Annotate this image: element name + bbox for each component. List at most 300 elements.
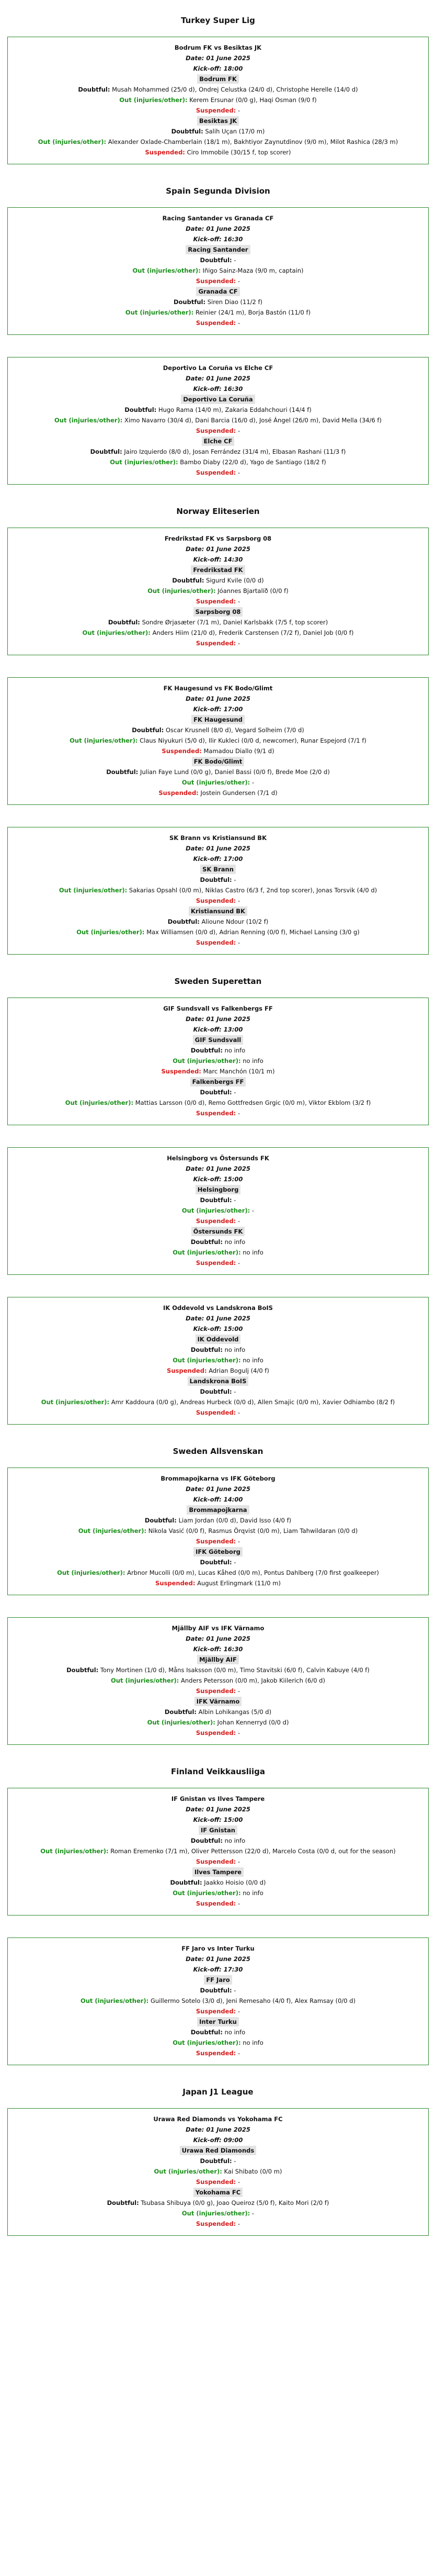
team-name: Falkenbergs FF: [190, 1077, 246, 1087]
doubtful-row: [11, 1045, 425, 1056]
suspended-row: [11, 105, 425, 116]
team-header-row: [11, 394, 425, 405]
doubtful-players: Hugo Rama (14/0 m), Zakaria Eddahchouri (14/4 f): [158, 406, 312, 413]
out-label: Out (injuries/other):: [41, 1398, 110, 1406]
doubtful-row: [11, 1345, 425, 1355]
doubtful-row: [11, 1195, 425, 1205]
match-card: [7, 2108, 429, 2236]
out-label: Out (injuries/other):: [78, 1527, 147, 1535]
out-players: -: [251, 1207, 255, 1214]
out-label: Out (injuries/other):: [173, 1889, 241, 1897]
team-header-row: [11, 436, 425, 446]
match-date: Date: 01 June 2025: [186, 1485, 250, 1493]
out-players: Anders Petersson (0/0 m), Jakob Kiilerich (6/0 d): [181, 1677, 325, 1684]
team-name: Brommapojkarna: [187, 1505, 249, 1515]
out-players: Bambo Diaby (22/0 d), Yago de Santiago (18/2 f): [180, 458, 326, 466]
match-title: GIF Sundsvall vs Falkenbergs FF: [163, 1005, 273, 1012]
team-header-row: [11, 1376, 425, 1386]
team-header-row: [11, 244, 425, 255]
match-title: FF Jaro vs Inter Turku: [181, 1945, 255, 1952]
match-card: [7, 1937, 429, 2065]
match-card: [7, 998, 429, 1125]
doubtful-label: Doubtful:: [170, 1879, 202, 1886]
suspended-row: [11, 1578, 425, 1588]
doubtful-label: Doubtful:: [190, 1238, 223, 1246]
suspended-players: -: [237, 427, 240, 434]
out-row: [11, 1056, 425, 1066]
team-header-row: [11, 1654, 425, 1665]
match-kickoff: Kick-off: 18:00: [193, 65, 243, 72]
doubtful-players: no info: [224, 1837, 246, 1844]
team-name: Urawa Red Diamonds: [180, 2146, 256, 2155]
league-section: [0, 507, 436, 955]
team-name: SK Brann: [200, 865, 236, 874]
doubtful-row: [11, 1237, 425, 1247]
doubtful-label: Doubtful:: [173, 298, 206, 306]
doubtful-players: Tsubasa Shibuya (0/0 g), Joao Queiroz (5/0 f), Kaito Mori (2/0 f): [141, 2199, 329, 2207]
team-header-row: [11, 1226, 425, 1237]
team-name: Bodrum FK: [197, 74, 239, 84]
out-players: Jóannes Bjartalíð (0/0 f): [217, 587, 289, 595]
doubtful-row: [11, 1386, 425, 1397]
suspended-row: [11, 638, 425, 648]
suspended-row: [11, 276, 425, 286]
suspended-label: Suspended:: [167, 1367, 207, 1374]
doubtful-players: Siren Diao (11/2 f): [207, 298, 263, 306]
doubtful-label: Doubtful:: [190, 1047, 223, 1054]
out-row: [11, 2208, 425, 2219]
suspended-players: Jostein Gundersen (7/1 d): [200, 789, 278, 797]
doubtful-row: [11, 255, 425, 265]
out-row: [11, 1397, 425, 1407]
league-section: [0, 186, 436, 485]
suspended-label: Suspended:: [196, 2178, 236, 2186]
out-players: no info: [243, 1889, 263, 1897]
team-name: Elche CF: [202, 436, 235, 446]
doubtful-label: Doubtful:: [200, 1987, 232, 1994]
team-name: Besiktas JK: [197, 116, 239, 126]
suspended-row: [11, 1365, 425, 1376]
doubtful-players: Oscar Krusnell (8/0 d), Vegard Solheim (7/0 d): [165, 726, 304, 734]
team-name: FF Jaro: [204, 1975, 232, 1985]
out-row: [11, 1888, 425, 1898]
team-name: GIF Sundsvall: [193, 1035, 243, 1045]
out-players: Anders Hiim (21/0 d), Frederik Carstensen (7/2 f), Daniel Job (0/0 f): [152, 629, 354, 636]
team-name: Sarpsborg 08: [193, 607, 243, 617]
doubtful-row: [11, 1557, 425, 1567]
team-header-row: [11, 286, 425, 297]
doubtful-players: -: [234, 1987, 236, 1994]
doubtful-players: -: [234, 1196, 236, 1204]
suspended-players: -: [237, 277, 240, 285]
league-section: [0, 16, 436, 164]
out-players: Roman Eremenko (7/1 m), Oliver Pettersson (22/0 d), Marcelo Costa (0/0 d, out for the season): [110, 1847, 396, 1855]
doubtful-row: [11, 1877, 425, 1888]
match-date: Date: 01 June 2025: [186, 1955, 250, 1963]
out-row: [11, 457, 425, 467]
out-players: Ximo Navarro (30/4 d), Dani Barcia (16/0 d), José Ángel (26/0 m), David Mella (34/6 f): [124, 417, 382, 424]
out-row: [11, 415, 425, 425]
out-row: [11, 95, 425, 105]
doubtful-row: [11, 1087, 425, 1097]
match-title: Helsingborg vs Östersunds FK: [167, 1155, 269, 1162]
doubtful-label: Doubtful:: [190, 2029, 223, 2036]
match-kickoff: Kick-off: 15:00: [193, 1816, 243, 1823]
doubtful-label: Doubtful:: [200, 1559, 232, 1566]
doubtful-row: [11, 1835, 425, 1846]
team-name: Mjällby AIF: [197, 1655, 239, 1664]
suspended-players: -: [237, 1858, 240, 1865]
doubtful-players: Salih Uçan (17/0 m): [205, 128, 265, 135]
out-label: Out (injuries/other):: [59, 887, 128, 894]
suspended-label: Suspended:: [196, 1729, 236, 1737]
suspended-row: [11, 318, 425, 328]
doubtful-label: Doubtful:: [108, 619, 140, 626]
league-title: Japan J1 League: [182, 2087, 254, 2097]
match-title: SK Brann vs Kristiansund BK: [169, 834, 267, 842]
match-date: Date: 01 June 2025: [186, 1165, 250, 1172]
doubtful-row: [11, 405, 425, 415]
out-players: Kai Shibato (0/0 m): [224, 2168, 282, 2175]
match-card: [7, 1297, 429, 1425]
doubtful-label: Doubtful:: [167, 918, 200, 925]
match-kickoff: Kick-off: 17:00: [193, 705, 243, 713]
match-date: Date: 01 June 2025: [186, 54, 250, 62]
doubtful-row: [11, 875, 425, 885]
suspended-players: -: [237, 2049, 240, 2057]
team-name: Granada CF: [196, 287, 239, 296]
out-row: [11, 307, 425, 318]
suspended-label: Suspended:: [196, 319, 236, 327]
match-date: Date: 01 June 2025: [186, 1806, 250, 1813]
suspended-row: [11, 1686, 425, 1696]
out-players: no info: [243, 1249, 263, 1256]
suspended-label: Suspended:: [196, 469, 236, 476]
suspended-label: Suspended:: [196, 1858, 236, 1865]
suspended-label: Suspended:: [196, 1259, 236, 1267]
doubtful-row: [11, 2198, 425, 2208]
suspended-players: -: [237, 1259, 240, 1267]
match-date: Date: 01 June 2025: [186, 545, 250, 553]
team-name: Racing Santander: [186, 245, 250, 254]
doubtful-row: [11, 297, 425, 307]
doubtful-players: -: [234, 1559, 236, 1566]
suspended-row: [11, 1536, 425, 1547]
suspended-label: Suspended:: [196, 939, 236, 946]
out-label: Out (injuries/other):: [181, 779, 250, 786]
match-kickoff: Kick-off: 15:00: [193, 1175, 243, 1183]
out-label: Out (injuries/other):: [70, 737, 138, 744]
match-title: Brommapojkarna vs IFK Göteborg: [160, 1475, 276, 1482]
league-title: Spain Segunda Division: [166, 186, 270, 196]
suspended-label: Suspended:: [196, 1538, 236, 1545]
team-name: Östersunds FK: [191, 1227, 245, 1236]
suspended-players: -: [237, 2220, 240, 2227]
out-label: Out (injuries/other):: [173, 1357, 241, 1364]
doubtful-row: [11, 126, 425, 137]
suspended-label: Suspended:: [196, 427, 236, 434]
team-name: FK Bodo/Glimt: [192, 757, 245, 766]
suspended-row: [11, 425, 425, 436]
suspended-players: -: [237, 1538, 240, 1545]
out-label: Out (injuries/other):: [181, 1207, 250, 1214]
match-card: [7, 1788, 429, 1916]
doubtful-players: Jaakko Hoisio (0/0 d): [204, 1879, 266, 1886]
suspended-label: Suspended:: [196, 2220, 236, 2227]
suspended-players: Adrian Bogulj (4/0 f): [209, 1367, 269, 1374]
suspended-row: [11, 1216, 425, 1226]
suspended-row: [11, 1407, 425, 1418]
suspended-row: [11, 596, 425, 607]
doubtful-label: Doubtful:: [164, 1708, 197, 1716]
team-header-row: [11, 714, 425, 725]
out-players: no info: [243, 1357, 263, 1364]
suspended-label: Suspended:: [162, 747, 202, 755]
suspended-label: Suspended:: [196, 1217, 236, 1225]
suspended-players: Ciro Immobile (30/15 f, top scorer): [187, 149, 291, 156]
doubtful-players: Julian Faye Lund (0/0 g), Daniel Bassi (0/0 f), Brede Moe (2/0 d): [140, 768, 330, 776]
team-name: Ilves Tampere: [192, 1867, 244, 1877]
out-players: Mattias Larsson (0/0 d), Remo Gottfredsen Grgic (0/0 m), Viktor Ekblom (3/2 f): [135, 1099, 371, 1106]
out-label: Out (injuries/other):: [111, 1677, 179, 1684]
suspended-label: Suspended:: [196, 1687, 236, 1695]
out-label: Out (injuries/other):: [132, 267, 201, 274]
match-kickoff: Kick-off: 14:30: [193, 556, 243, 563]
out-players: no info: [243, 2039, 263, 2046]
doubtful-players: no info: [224, 1238, 246, 1246]
team-name: Fredrikstad FK: [191, 565, 245, 575]
out-label: Out (injuries/other):: [119, 96, 188, 104]
suspended-row: [11, 788, 425, 798]
match-title: Bodrum FK vs Besiktas JK: [174, 44, 262, 51]
suspended-row: [11, 1258, 425, 1268]
out-players: Sakarias Opsahl (0/0 m), Niklas Castro (6/3 f, 2nd top scorer), Jonas Torsvik (4/0 d): [129, 887, 377, 894]
out-row: [11, 1675, 425, 1686]
match-card: [7, 37, 429, 164]
out-label: Out (injuries/other):: [57, 1569, 125, 1576]
match-kickoff: Kick-off: 16:30: [193, 1645, 243, 1653]
match-card: [7, 1468, 429, 1595]
doubtful-players: Tony Mortinen (1/0 d), Måns Isaksson (0/0 m), Timo Stavitski (6/0 f), Calvin Kabuye (4/0 f): [100, 1666, 370, 1674]
out-row: [11, 1205, 425, 1216]
team-header-row: [11, 116, 425, 126]
doubtful-players: Sigurd Kvile (0/0 d): [206, 577, 264, 584]
team-name: IK Oddevold: [196, 1335, 241, 1344]
doubtful-players: -: [234, 876, 236, 883]
out-row: [11, 1996, 425, 2006]
team-header-row: [11, 1975, 425, 1985]
doubtful-row: [11, 916, 425, 927]
suspended-row: [11, 2219, 425, 2229]
team-name: IFK Värnamo: [194, 1697, 242, 1706]
doubtful-players: -: [234, 1089, 236, 1096]
out-label: Out (injuries/other):: [173, 2039, 241, 2046]
match-title: IF Gnistan vs Ilves Tampere: [171, 1795, 265, 1802]
team-header-row: [11, 864, 425, 875]
suspended-row: [11, 2006, 425, 2017]
doubtful-label: Doubtful:: [106, 768, 139, 776]
out-players: Arbnor Mucolli (0/0 m), Lucas Kåhed (0/0 m), Pontus Dahlberg (7/0 first goalkeeper): [127, 1569, 379, 1576]
out-players: Kerem Ersunar (0/0 g), Haqi Osman (9/0 f): [189, 96, 317, 104]
out-players: Iñigo Sainz-Maza (9/0 m, captain): [202, 267, 304, 274]
suspended-row: [11, 746, 425, 756]
suspended-label: Suspended:: [196, 2049, 236, 2057]
suspended-label: Suspended:: [196, 1110, 236, 1117]
doubtful-row: [11, 1665, 425, 1675]
out-row: [11, 137, 425, 147]
team-header-row: [11, 2145, 425, 2156]
doubtful-label: Doubtful:: [90, 448, 122, 455]
doubtful-row: [11, 617, 425, 628]
suspended-players: August Erlingmark (11/0 m): [197, 1580, 281, 1587]
league-title: Finland Veikkausliiga: [170, 1767, 266, 1776]
suspended-players: -: [237, 640, 240, 647]
out-players: Amr Kaddoura (0/0 g), Andreas Hurbeck (0/0 d), Allen Smajic (0/0 m), Xavier Odhiambo (8/2 f): [111, 1398, 395, 1406]
suspended-players: -: [237, 1110, 240, 1117]
doubtful-row: [11, 446, 425, 457]
suspended-label: Suspended:: [155, 1580, 196, 1587]
suspended-players: -: [237, 1687, 240, 1695]
doubtful-label: Doubtful:: [200, 1196, 232, 1204]
suspended-row: [11, 937, 425, 948]
league-title: Sweden Superettan: [174, 977, 262, 986]
out-label: Out (injuries/other):: [147, 587, 216, 595]
team-header-row: [11, 1696, 425, 1707]
suspended-label: Suspended:: [196, 1900, 236, 1907]
out-row: [11, 265, 425, 276]
match-title: Racing Santander vs Granada CF: [162, 215, 274, 222]
suspended-label: Suspended:: [196, 107, 236, 114]
team-header-row: [11, 2017, 425, 2027]
match-date: Date: 01 June 2025: [186, 1635, 250, 1642]
match-kickoff: Kick-off: 17:30: [193, 1966, 243, 1973]
team-name: Helsingborg: [196, 1185, 241, 1194]
team-header-row: [11, 1867, 425, 1877]
doubtful-row: [11, 2027, 425, 2037]
match-kickoff: Kick-off: 16:30: [193, 385, 243, 393]
team-header-row: [11, 1077, 425, 1087]
doubtful-row: [11, 1985, 425, 1996]
doubtful-label: Doubtful:: [107, 2199, 139, 2207]
league-title: Turkey Super Lig: [181, 16, 255, 25]
out-row: [11, 1717, 425, 1728]
doubtful-label: Doubtful:: [190, 1346, 223, 1353]
team-header-row: [11, 756, 425, 767]
team-header-row: [11, 607, 425, 617]
suspended-row: [11, 147, 425, 158]
match-date: Date: 01 June 2025: [186, 375, 250, 382]
suspended-row: [11, 1898, 425, 1909]
doubtful-label: Doubtful:: [144, 1517, 177, 1524]
out-label: Out (injuries/other):: [65, 1099, 134, 1106]
league-title: Sweden Allsvenskan: [173, 1447, 263, 1456]
out-row: [11, 735, 425, 746]
out-label: Out (injuries/other):: [173, 1057, 241, 1065]
match-title: IK Oddevold vs Landskrona BoIS: [163, 1304, 273, 1312]
out-label: Out (injuries/other):: [40, 1847, 109, 1855]
doubtful-row: [11, 767, 425, 777]
doubtful-label: Doubtful:: [200, 1388, 232, 1395]
suspended-label: Suspended:: [196, 277, 236, 285]
out-players: Guillermo Sotelo (3/0 d), Jeni Remesaho (4/0 f), Alex Ramsay (0/0 d): [150, 1997, 356, 2004]
out-row: [11, 2166, 425, 2177]
out-label: Out (injuries/other):: [54, 417, 123, 424]
doubtful-row: [11, 1707, 425, 1717]
league-section: [0, 977, 436, 1425]
out-label: Out (injuries/other):: [181, 2210, 250, 2217]
out-row: [11, 586, 425, 596]
match-kickoff: Kick-off: 17:00: [193, 855, 243, 863]
match-date: Date: 01 June 2025: [186, 695, 250, 702]
suspended-label: Suspended:: [196, 897, 236, 904]
team-name: Deportivo La Coruña: [181, 395, 255, 404]
doubtful-label: Doubtful:: [132, 726, 164, 734]
suspended-players: -: [237, 319, 240, 327]
out-row: [11, 1097, 425, 1108]
out-row: [11, 2037, 425, 2048]
team-header-row: [11, 1547, 425, 1557]
team-header-row: [11, 906, 425, 916]
out-label: Out (injuries/other):: [125, 309, 194, 316]
out-players: Max Williamsen (0/0 d), Adrian Renning (0/0 f), Michael Lansing (3/0 g): [146, 928, 360, 936]
league-section: [0, 2087, 436, 2236]
suspended-row: [11, 1108, 425, 1118]
suspended-label: Suspended:: [161, 1068, 201, 1075]
match-card: [7, 827, 429, 955]
match-title: Fredrikstad FK vs Sarpsborg 08: [164, 535, 272, 542]
match-kickoff: Kick-off: 13:00: [193, 1026, 243, 1033]
suspended-players: -: [237, 2008, 240, 2015]
doubtful-players: Albin Lohikangas (5/0 d): [198, 1708, 272, 1716]
doubtful-players: -: [234, 256, 236, 264]
match-kickoff: Kick-off: 09:00: [193, 2136, 243, 2144]
out-players: -: [251, 779, 255, 786]
match-card: [7, 357, 429, 485]
suspended-row: [11, 2048, 425, 2058]
out-row: [11, 777, 425, 788]
team-header-row: [11, 2187, 425, 2198]
team-name: FK Haugesund: [191, 715, 245, 724]
out-row: [11, 1247, 425, 1258]
team-header-row: [11, 1825, 425, 1835]
out-players: Claus Niyukuri (5/0 d), Ilir Kukleci (0/0 d, newcomer), Runar Espejord (7/1 f): [140, 737, 366, 744]
suspended-players: -: [237, 1900, 240, 1907]
match-title: FK Haugesund vs FK Bodo/Glimt: [163, 685, 273, 692]
suspended-label: Suspended:: [196, 598, 236, 605]
doubtful-players: Alioune Ndour (10/2 f): [201, 918, 269, 925]
suspended-players: Marc Manchón (10/1 m): [203, 1068, 275, 1075]
league-title: Norway Eliteserien: [176, 507, 260, 516]
match-date: Date: 01 June 2025: [186, 1315, 250, 1322]
out-players: Nikola Vasić (0/0 f), Rasmus Örqvist (0/0 m), Liam Tahwildaran (0/0 d): [148, 1527, 358, 1535]
suspended-row: [11, 1728, 425, 1738]
match-card: [7, 677, 429, 805]
doubtful-label: Doubtful:: [190, 1837, 223, 1844]
doubtful-row: [11, 575, 425, 586]
out-row: [11, 1846, 425, 1856]
suspended-label: Suspended:: [158, 789, 199, 797]
suspended-label: Suspended:: [196, 640, 236, 647]
doubtful-label: Doubtful:: [66, 1666, 99, 1674]
doubtful-label: Doubtful:: [200, 256, 232, 264]
match-card: [7, 207, 429, 335]
match-title: Mjällby AIF vs IFK Värnamo: [171, 1625, 265, 1632]
team-header-row: [11, 565, 425, 575]
suspended-row: [11, 467, 425, 478]
doubtful-label: Doubtful:: [171, 128, 203, 135]
match-title: Urawa Red Diamonds vs Yokohama FC: [153, 2115, 283, 2123]
suspended-players: Mamadou Diallo (9/1 d): [203, 747, 274, 755]
